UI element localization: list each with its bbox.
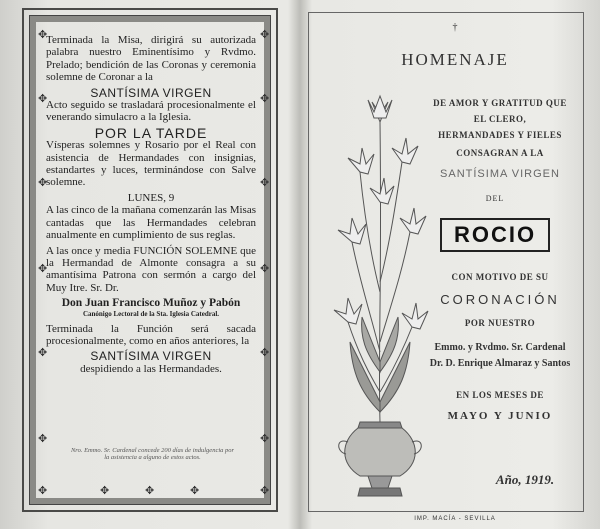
indulgence-footnote: Nro. Emmo. Sr. Cardenal concede 200 días de indulgencia por la asistencia a alguno de estos actos. [70,447,235,461]
afternoon-heading: POR LA TARDE [94,124,208,141]
ornament-fleuron-icon: ✥ [38,92,48,105]
ornament-fleuron-icon: ✥ [38,484,48,497]
printer-mark: IMP. MACÍA - SEVILLA [414,516,496,522]
ornament-fleuron-icon: ✥ [38,432,48,445]
paragraph: Terminada la Función será sacada procesionalmente, como en años anteriores, la [46,322,256,347]
del-label: DEL [485,194,505,203]
ornament-fleuron-icon: ✥ [260,92,270,105]
ornament-fleuron-icon: ✥ [100,484,110,497]
ornament-fleuron-icon: ✥ [38,176,48,189]
paragraph: A las cinco de la mañana comenzarán las Misas cantadas que las Hermandades celebran anualmente en cumplimiento de sus reglas. [46,204,256,242]
virgin-heading: SANTÍSIMA VIRGEN [440,168,560,180]
dedication-line: HERMANDADES Y FIELES [438,130,562,140]
by-line: POR NUESTRO [464,318,536,328]
ornament-fleuron-icon: ✥ [260,262,270,275]
ornament-fleuron-icon: ✥ [260,28,270,41]
motive-line: CON MOTIVO DE SU [451,272,549,282]
dedication-line: CONSAGRAN A LA [456,148,544,158]
ornament-fleuron-icon: ✥ [260,176,270,189]
rocio-title-box [440,218,550,252]
months: MAYO Y JUNIO [447,410,553,422]
cardinal-line: Emmo. y Rvdmo. Sr. Cardenal [434,342,566,353]
ornament-fleuron-icon: ✥ [260,432,270,445]
paragraph: Acto seguido se trasladará procesionalmente el venerando simulacro a la Iglesia. [46,99,256,124]
paragraph: A las once y media FUNCIÓN SOLEMNE que la Hermandad de Almonte consagra a su amantísima Patrona con sermón a cargo del Muy Itre. Sr. Dr. [46,244,256,294]
coronation-heading: CORONACIÓN [440,292,560,307]
cardinal-name: Dr. D. Enrique Almaraz y Santos [429,358,571,369]
left-page-text [46,34,256,375]
paragraph: Terminada la Misa, dirigirá su autorizada palabra nuestro Eminentísimo y Rvdmo. Prelado; bendición de las Coronas y ceremonia solemne de Coronar a la [46,34,256,84]
closing-line: despidiendo a las Hermandades. [80,362,222,375]
ornament-fleuron-icon: ✥ [38,262,48,275]
ornament-fleuron-icon: ✥ [38,28,48,41]
dedication-line: DE AMOR Y GRATITUD QUE [433,98,567,108]
virgin-heading: SANTÍSIMA VIRGEN [90,349,212,364]
year: Año, 1919. [495,472,555,487]
preacher-title: Canónigo Lectoral de la Sta. Iglesia Catedral. [82,309,220,318]
ornament-fleuron-icon: ✥ [260,346,270,359]
ornament-fleuron-icon: ✥ [190,484,200,497]
rocio-title: ROCIO [453,222,537,247]
ornament-fleuron-icon: ✥ [38,346,48,359]
ornament-fleuron-icon: ✥ [145,484,155,497]
cross-icon: † [452,22,458,33]
lily-vase-illustration [330,92,430,502]
months-intro: EN LOS MESES DE [456,390,544,400]
page-title: HOMENAJE [401,50,509,69]
dedication-line: EL CLERO, [473,114,527,124]
monday-heading: LUNES, 9 [127,191,175,204]
ornament-fleuron-icon: ✥ [260,484,270,497]
paragraph: Vísperas solemnes y Rosario por el Real con asistencia de Hermandades con insignias, estandartes y luces, terminándose con Salve solemne. [46,139,256,189]
virgin-heading: SANTÍSIMA VIRGEN [90,85,212,100]
preacher-name: Don Juan Francisco Muñoz y Pabón [61,297,241,310]
